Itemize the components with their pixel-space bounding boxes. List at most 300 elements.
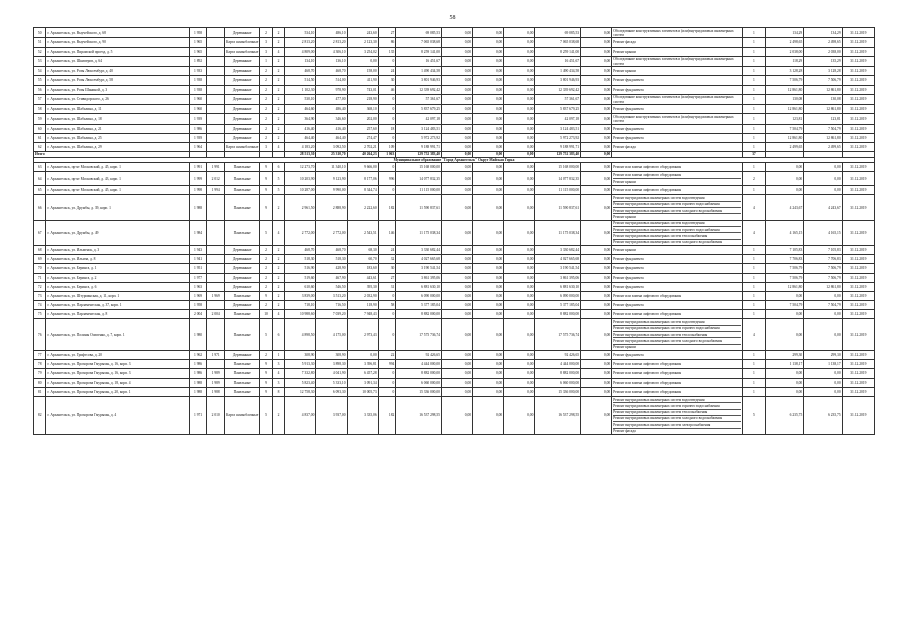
cell-unit-count: 1 (743, 105, 766, 114)
table-row (34, 76, 875, 85)
cell-unit-count: 1 (743, 310, 766, 319)
cell-regional-funds: 0,00 (473, 143, 504, 152)
cell-max-unit-price: 12 861,80 (804, 85, 842, 94)
cell-build-year: 1 941 (189, 255, 207, 264)
table-row (34, 56, 875, 66)
table-row (34, 105, 875, 114)
cell-work-types (612, 38, 743, 47)
cell-federal-funds: 0,00 (441, 264, 472, 273)
cell-unit-price: 7 506,79 (765, 76, 803, 85)
cell-floors: 2 (260, 28, 272, 38)
cell-total-cost: 12 339 692,42 (396, 85, 442, 94)
cell-wall-material: Деревянные (225, 245, 260, 254)
cell-floors: 2 (260, 301, 272, 310)
cell-entrances: 4 (272, 220, 284, 245)
cell-max-unit-price: 0,00 (804, 171, 842, 185)
cell-regional-funds: 0,00 (473, 351, 504, 360)
cell-build-year: 1 986 (189, 369, 207, 378)
cell-total-cost: 8 882 000,00 (396, 310, 442, 319)
cell-other-funds: 0,00 (581, 171, 612, 185)
cell-floors: 2 (260, 124, 272, 133)
cell-private-area: 443,61 (347, 273, 378, 282)
cell-residents: 27 (378, 273, 396, 282)
cell-build-year: 1 892 (189, 56, 207, 66)
cell-private-area: 158,00 (347, 67, 378, 76)
cell-total-cost: 16 537 298,55 (396, 396, 442, 434)
cell-max-unit-price: 2 499,65 (804, 143, 842, 152)
cell-max-unit-price: 130,08 (804, 94, 842, 104)
cell-living-area: 464,40 (316, 134, 347, 143)
cell-completion-date: 31.12.2019 (842, 162, 874, 171)
cell-municipal-funds: 0,00 (504, 195, 535, 220)
work-type-item: Обследование конструктивных элементов и (или)внутридомовых инженерных систем (613, 95, 734, 104)
cell-entrances: 2 (272, 282, 284, 291)
cell-build-year: 1 998 (189, 186, 207, 195)
cell-regional-funds: 0,00 (473, 105, 504, 114)
cell-max-unit-price: 0,00 (804, 378, 842, 387)
cell-row-number: 51 (34, 38, 46, 47)
cell-completion-date: 31.12.2019 (842, 387, 874, 396)
cell-owner-funds: 11 115 000,00 (535, 186, 581, 195)
cell-renovation-year (207, 360, 225, 369)
cell-total-cost: 15 336 000,00 (396, 387, 442, 396)
cell-municipal-funds: 0,00 (504, 67, 535, 76)
cell-max-unit-price: 2 038,00 (804, 47, 842, 56)
cell-total-cost: 6 090 000,00 (396, 291, 442, 300)
cell-total-cost: 6 060 000,00 (396, 378, 442, 387)
cell-regional-funds: 0,00 (473, 245, 504, 254)
cell-other-funds: 0,00 (581, 220, 612, 245)
cell-max-unit-price: 0,00 (804, 310, 842, 319)
cell-owner-funds: 3 124 483,51 (535, 124, 581, 133)
cell-living-area: 428,90 (316, 264, 347, 273)
cell-total-cost: 9 188 991,71 (396, 143, 442, 152)
cell-other-funds: 0,00 (581, 291, 612, 300)
cell-other-funds: 0,00 (581, 282, 612, 291)
cell-private-area: 202,00 (347, 114, 378, 124)
cell-entrances: 4 (272, 47, 284, 56)
cell-other-funds: 0,00 (581, 76, 612, 85)
cell-total-cost: 8 882 000,00 (396, 369, 442, 378)
cell-regional-funds: 0,00 (473, 114, 504, 124)
cell-unit-count: 1 (743, 291, 766, 300)
cell-other-funds: 0,00 (581, 124, 612, 133)
cell-completion-date: 31.12.2019 (842, 396, 874, 434)
cell-total-cost: 11 590 837,61 (396, 195, 442, 220)
cell-total-area: 4 183,20 (285, 143, 316, 152)
cell-total-cost: 3 124 483,51 (396, 124, 442, 133)
cell-residents: 0 (378, 369, 396, 378)
cell-owner-funds: 4 444 000,00 (535, 360, 581, 369)
cell-row-number: 81 (34, 387, 46, 396)
cell-work-types (612, 143, 743, 152)
cell-municipal-funds: 0,00 (504, 56, 535, 66)
cell-residents: 0 (378, 134, 396, 143)
cell-living-area: 978,90 (316, 85, 347, 94)
work-type-item: Ремонт крыши (613, 247, 636, 252)
cell-unit-count: 1 (743, 124, 766, 133)
table-row (34, 319, 875, 351)
cell-completion-date: 31.12.2019 (842, 134, 874, 143)
cell-private-area: 2 032,90 (347, 291, 378, 300)
cell-residents: 0 (378, 378, 396, 387)
cell-address: г. Архангельск, ул. Розы Люксембург, д. 40 (46, 67, 189, 76)
cell-renovation-year (207, 56, 225, 66)
cell-other-funds: 0,00 (581, 195, 612, 220)
cell-unit-count: 1 (743, 85, 766, 94)
cell-max-unit-price: 134,29 (804, 28, 842, 38)
cell-other-funds: 0,00 (581, 319, 612, 351)
cell-address: г. Архангельск, ул. Полины Осипенко, д. 7, корп. 1 (46, 319, 189, 351)
cell-unit-count: 1 (743, 255, 766, 264)
cell-owner-funds: 14 077 832,35 (535, 171, 581, 185)
table-row (34, 28, 875, 38)
cell-federal-funds: 0,00 (441, 85, 472, 94)
cell-renovation-year: 1 994 (207, 186, 225, 195)
cell-entrances: 2 (272, 273, 284, 282)
cell-max-unit-price: 12 861,80 (804, 105, 842, 114)
cell-address: г. Архангельск, ул. Ильича, д. 8 (46, 255, 189, 264)
cell-federal-funds: 0,00 (441, 273, 472, 282)
cell-max-unit-price: 12 861,80 (804, 282, 842, 291)
cell-federal-funds: 0,00 (441, 171, 472, 185)
cell-entrances: 2 (272, 38, 284, 47)
cell-floors: 2 (260, 85, 272, 94)
cell-row-number: 69 (34, 255, 46, 264)
cell-floors: 9 (260, 162, 272, 171)
cell-regional-funds: 0,00 (473, 134, 504, 143)
cell-regional-funds: 0,00 (473, 85, 504, 94)
cell-residents: 32 (378, 255, 396, 264)
cell-unit-price: 12 861,80 (765, 282, 803, 291)
cell-wall-material: Панельные (225, 186, 260, 195)
cell-federal-funds: 0,00 (441, 143, 472, 152)
cell-federal-funds: 0,00 (441, 76, 472, 85)
cell-max-unit-price: 7 706,83 (804, 255, 842, 264)
cell-entrances: 4 (272, 369, 284, 378)
work-type-item: Ремонт внутридомовых инженерных систем теплоснабжения (613, 233, 741, 239)
cell-other-funds: 0,00 (581, 94, 612, 104)
cell-entrances: 2 (272, 105, 284, 114)
cell-floors: 3 (260, 47, 272, 56)
cell-wall-material: Деревянные (225, 301, 260, 310)
cell-other-funds: 0,00 (581, 186, 612, 195)
cell-completion-date: 31.12.2019 (842, 47, 874, 56)
cell-living-area: 6 093,30 (316, 387, 347, 396)
cell-completion-date: 31.12.2019 (842, 105, 874, 114)
cell-completion-date: 31.12.2019 (842, 220, 874, 245)
cell-floors: 3 (260, 143, 272, 152)
cell-unit-price: 0,00 (765, 319, 803, 351)
cell-regional-funds: 0,00 (473, 76, 504, 85)
cell-living-area: 3 513,20 (316, 291, 347, 300)
cell-owner-funds: 17 575 736,74 (535, 319, 581, 351)
cell-unit-count: 1 (743, 351, 766, 360)
cell-private-area: 3 396,81 (347, 360, 378, 369)
cell-unit-count: 5 (743, 396, 766, 434)
cell-owner-funds: 3 330 682,44 (535, 245, 581, 254)
table-body-summary (34, 152, 875, 162)
cell-municipal-funds: 0,00 (504, 378, 535, 387)
total-cell: 129 752 383,40 (396, 152, 442, 157)
cell-total-cost: 69 085,53 (396, 28, 442, 38)
cell-federal-funds: 0,00 (441, 195, 472, 220)
cell-owner-funds: 11 175 038,34 (535, 220, 581, 245)
cell-residents: 24 (378, 67, 396, 76)
cell-regional-funds: 0,00 (473, 47, 504, 56)
cell-total-area: 4 898,50 (285, 319, 316, 351)
cell-residents: 30 (378, 76, 396, 85)
housing-register-table (33, 27, 875, 435)
cell-federal-funds: 0,00 (441, 310, 472, 319)
cell-floors: 5 (260, 319, 272, 351)
cell-entrances: 4 (272, 310, 284, 319)
cell-entrances: 2 (272, 76, 284, 85)
cell-renovation-year (207, 38, 225, 47)
cell-owner-funds: 5 972 273,92 (535, 134, 581, 143)
table-row (34, 195, 875, 220)
cell-regional-funds: 0,00 (473, 360, 504, 369)
cell-living-area: 514,00 (316, 76, 347, 85)
cell-address: г. Архангельск, ул. Выучейского, д. 90 (46, 38, 189, 47)
work-type-item: Ремонт фундамента (613, 78, 644, 83)
municipality-header: Муниципальное образование "Город Архангельск" Округ Майская Горка (34, 157, 875, 162)
work-type-item: Ремонт внутридомовых инженерных систем холодного водоснабжения (613, 208, 741, 214)
cell-living-area: 11 340,10 (316, 162, 347, 171)
cell-federal-funds: 0,00 (441, 378, 472, 387)
cell-address: г. Архангельск, пр-кт Московский, д. 45, корп. 1 (46, 162, 189, 171)
cell-total-cost: 57 361,67 (396, 94, 442, 104)
cell-entrances: 2 (272, 56, 284, 66)
cell-entrances: 2 (272, 245, 284, 254)
cell-floors: 2 (260, 264, 272, 273)
cell-other-funds: 0,00 (581, 85, 612, 94)
cell-private-area: 743,01 (347, 85, 378, 94)
cell-work-types (612, 310, 743, 319)
cell-municipal-funds: 0,00 (504, 255, 535, 264)
cell-wall-material: Карта шлакоблочные (225, 143, 260, 152)
cell-address: г. Архангельск, ул. Розы Люксембург, д. 58 (46, 76, 189, 85)
cell-wall-material: Деревянные (225, 264, 260, 273)
cell-renovation-year (207, 28, 225, 38)
cell-wall-material: Панельные (225, 360, 260, 369)
cell-total-area: 10 287,00 (285, 186, 316, 195)
cell-municipal-funds: 0,00 (504, 105, 535, 114)
work-type-item: Ремонт фундамента (613, 353, 644, 358)
cell-build-year: 1 971 (189, 396, 207, 434)
cell-renovation-year (207, 114, 225, 124)
cell-floors: 9 (260, 378, 272, 387)
cell-federal-funds: 0,00 (441, 319, 472, 351)
cell-total-cost: 3 190 541,54 (396, 264, 442, 273)
cell-federal-funds: 0,00 (441, 38, 472, 47)
cell-private-area: 3 335,06 (347, 396, 378, 434)
cell-other-funds: 0,00 (581, 360, 612, 369)
cell-living-area: 477,00 (316, 94, 347, 104)
cell-total-area: 464,60 (285, 105, 316, 114)
cell-floors: 10 (260, 310, 272, 319)
cell-total-area: 5 823,40 (285, 378, 316, 387)
cell-total-area: 12 758,30 (285, 387, 316, 396)
cell-wall-material: Панельные (225, 220, 260, 245)
cell-work-types (612, 105, 743, 114)
table-row (34, 282, 875, 291)
cell-private-area: 2 973,43 (347, 319, 378, 351)
cell-owner-funds: 5 837 679,25 (535, 105, 581, 114)
cell-unit-price: 7 506,79 (765, 264, 803, 273)
cell-work-types (612, 255, 743, 264)
cell-wall-material: Деревянные (225, 282, 260, 291)
cell-owner-funds: 69 085,53 (535, 28, 581, 38)
cell-floors: 2 (260, 67, 272, 76)
cell-living-area: 136,10 (316, 56, 347, 66)
cell-owner-funds: 1 490 434,58 (535, 67, 581, 76)
table-row (34, 47, 875, 56)
cell-residents: 0 (378, 114, 396, 124)
cell-residents: 30 (378, 264, 396, 273)
cell-max-unit-price: 1 138,17 (804, 360, 842, 369)
cell-row-number: 76 (34, 319, 46, 351)
cell-municipal-funds: 0,00 (504, 162, 535, 171)
cell-other-funds: 0,00 (581, 105, 612, 114)
work-type-item: Ремонт или замена лифтового оборудования (613, 389, 682, 394)
work-type-item: Ремонт крыши (613, 49, 636, 54)
cell-row-number: 75 (34, 310, 46, 319)
cell-other-funds: 0,00 (581, 67, 612, 76)
cell-residents: 0 (378, 162, 396, 171)
cell-wall-material: Деревянные (225, 105, 260, 114)
cell-wall-material: Панельные (225, 171, 260, 185)
cell-owner-funds: 16 537 298,55 (535, 396, 581, 434)
cell-total-area: 10 203,90 (285, 171, 316, 185)
cell-floors: 2 (260, 273, 272, 282)
cell-living-area: 346,60 (316, 114, 347, 124)
cell-floors: 2 (260, 94, 272, 104)
cell-other-funds: 0,00 (581, 134, 612, 143)
cell-max-unit-price: 6 235,75 (804, 396, 842, 434)
cell-private-area: 60,70 (347, 255, 378, 264)
cell-work-types (612, 387, 743, 396)
cell-private-area: 257,60 (347, 124, 378, 133)
cell-total-area: 468,70 (285, 245, 316, 254)
cell-private-area: 411,90 (347, 76, 378, 85)
cell-municipal-funds: 0,00 (504, 143, 535, 152)
cell-private-area: 2 222,60 (347, 195, 378, 220)
cell-unit-price: 0,00 (765, 162, 803, 171)
cell-completion-date: 31.12.2019 (842, 76, 874, 85)
cell-address: г. Архангельск, ул. Прохорова Гмурымы, д. 16, корп. 3 (46, 369, 189, 378)
cell-floors: 9 (260, 171, 272, 185)
work-type-item: Ремонт или замена лифтового оборудования (613, 293, 682, 298)
cell-work-types (612, 28, 743, 38)
cell-unit-count: 1 (743, 245, 766, 254)
cell-build-year: 1 988 (189, 378, 207, 387)
cell-unit-price: 6 235,75 (765, 396, 803, 434)
table-row (34, 351, 875, 360)
cell-municipal-funds: 0,00 (504, 47, 535, 56)
cell-build-year: 1 986 (189, 360, 207, 369)
cell-address: г. Архангельск, ул. Дружбы, д. 39, корп. 1 (46, 195, 189, 220)
cell-work-types (612, 85, 743, 94)
cell-wall-material: Панельные (225, 195, 260, 220)
cell-unit-price: 0,00 (765, 171, 803, 185)
cell-row-number: 50 (34, 28, 46, 38)
cell-regional-funds: 0,00 (473, 273, 504, 282)
cell-other-funds: 0,00 (581, 38, 612, 47)
cell-owner-funds: 8 259 141,00 (535, 47, 581, 56)
cell-entrances: 5 (272, 171, 284, 185)
cell-entrances: 2 (272, 94, 284, 104)
cell-living-area: 3 937,00 (316, 396, 347, 434)
cell-living-area: 2 888,90 (316, 195, 347, 220)
cell-build-year: 1 999 (189, 171, 207, 185)
cell-regional-funds: 0,00 (473, 255, 504, 264)
cell-work-types (612, 94, 743, 104)
cell-completion-date: 31.12.2019 (842, 264, 874, 273)
cell-unit-count: 4 (743, 220, 766, 245)
cell-unit-price: 12 861,80 (765, 85, 803, 94)
work-type-item: Ремонт или замена лифтового оборудования (613, 173, 741, 179)
cell-renovation-year (207, 195, 225, 220)
cell-work-types (612, 273, 743, 282)
total-cell: 37 (743, 152, 766, 157)
cell-renovation-year (207, 105, 225, 114)
table-row (34, 301, 875, 310)
cell-unit-price: 0,00 (765, 186, 803, 195)
cell-row-number: 54 (34, 67, 46, 76)
cell-regional-funds: 0,00 (473, 291, 504, 300)
cell-max-unit-price: 7 504,79 (804, 124, 842, 133)
cell-living-area: 2 772,00 (316, 220, 347, 245)
cell-renovation-year (207, 143, 225, 152)
cell-wall-material: Деревянные (225, 124, 260, 133)
cell-address: г. Архангельск, ул. Прохорова Гмурымы, д. 4 (46, 396, 189, 434)
cell-federal-funds: 0,00 (441, 94, 472, 104)
cell-residents: 0 (378, 291, 396, 300)
cell-wall-material: Панельные (225, 369, 260, 378)
cell-regional-funds: 0,00 (473, 38, 504, 47)
total-cell: 0,00 (581, 152, 612, 157)
work-type-item: Ремонт фундамента (613, 275, 644, 280)
work-type-item: Ремонт фундамента (613, 284, 644, 289)
cell-build-year: 1 958 (189, 301, 207, 310)
cell-total-cost: 17 575 736,74 (396, 319, 442, 351)
cell-completion-date: 31.12.2019 (842, 67, 874, 76)
cell-total-cost: 3 330 682,44 (396, 245, 442, 254)
cell-municipal-funds: 0,00 (504, 28, 535, 38)
cell-federal-funds: 0,00 (441, 124, 472, 133)
work-type-item: Ремонт фасада (613, 40, 636, 45)
cell-municipal-funds: 0,00 (504, 387, 535, 396)
cell-renovation-year (207, 67, 225, 76)
cell-row-number: 68 (34, 245, 46, 254)
cell-renovation-year (207, 76, 225, 85)
cell-work-types (612, 124, 743, 133)
cell-build-year: 1 938 (189, 76, 207, 85)
cell-entrances: 2 (272, 28, 284, 38)
cell-municipal-funds: 0,00 (504, 319, 535, 351)
cell-work-types (612, 56, 743, 66)
cell-unit-count: 4 (743, 195, 766, 220)
cell-entrances: 4 (272, 143, 284, 152)
cell-regional-funds: 0,00 (473, 264, 504, 273)
cell-unit-count: 1 (743, 143, 766, 152)
cell-living-area: 416,40 (316, 124, 347, 133)
work-type-item: Ремонт или замена лифтового оборудования (613, 362, 682, 367)
cell-living-area: 7 039,20 (316, 310, 347, 319)
table-row (34, 360, 875, 369)
cell-build-year: 1 977 (189, 273, 207, 282)
